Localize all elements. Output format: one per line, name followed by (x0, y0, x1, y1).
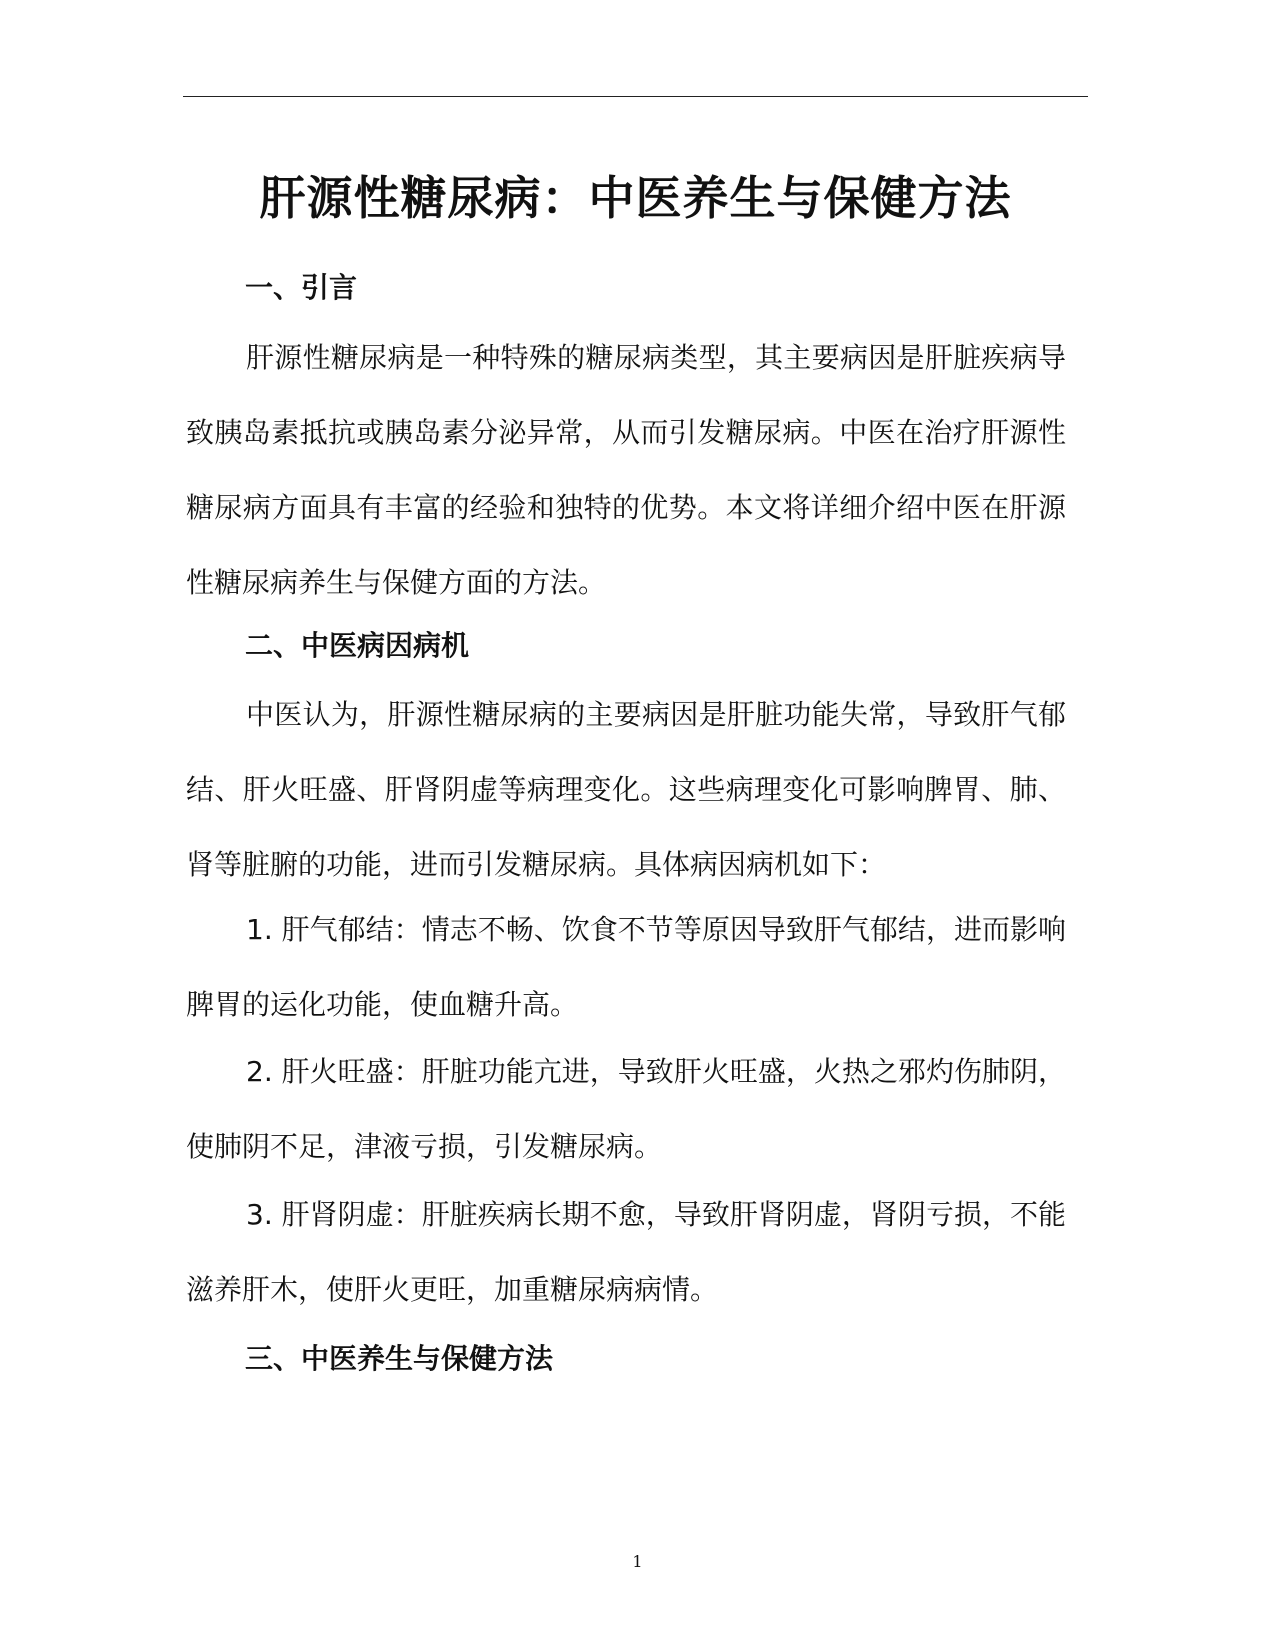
list-item-liver-fire: 2. 肝火旺盛：肝脏功能亢进，导致肝火旺盛，火热之邪灼伤肺阴，使肺阴不足，津液亏损，引发糖尿病。 (186, 1055, 1066, 1163)
section-heading-etiology: 二、中医病因病机 (245, 629, 470, 662)
header-rule (183, 96, 1088, 97)
document-title: 肝源性糖尿病：中医养生与保健方法 (259, 171, 1012, 225)
section-heading-health-methods: 三、中医养生与保健方法 (245, 1342, 554, 1375)
paragraph-introduction: 肝源性糖尿病是一种特殊的糖尿病类型，其主要病因是肝脏疾病导致胰岛素抵抗或胰岛素分泌异常，从而引发糖尿病。中医在治疗肝源性糖尿病方面具有丰富的经验和独特的优势。本文将详细介绍中医在肝源性糖尿病养生与保健方面的方法。 (186, 341, 1066, 599)
list-item-liver-kidney-yin-deficiency: 3. 肝肾阴虚：肝脏疾病长期不愈，导致肝肾阴虚，肾阴亏损，不能滋养肝木，使肝火更旺，加重糖尿病病情。 (186, 1198, 1066, 1306)
paragraph-etiology-intro: 中医认为，肝源性糖尿病的主要病因是肝脏功能失常，导致肝气郁结、肝火旺盛、肝肾阴虚等病理变化。这些病理变化可影响脾胃、肺、肾等脏腑的功能，进而引发糖尿病。具体病因病机如下： (186, 698, 1066, 881)
page-number: 1 (632, 1552, 643, 1571)
section-heading-introduction: 一、引言 (245, 271, 358, 304)
list-item-liver-qi-stagnation: 1. 肝气郁结：情志不畅、饮食不节等原因导致肝气郁结，进而影响脾胃的运化功能，使血糖升高。 (186, 913, 1066, 1021)
